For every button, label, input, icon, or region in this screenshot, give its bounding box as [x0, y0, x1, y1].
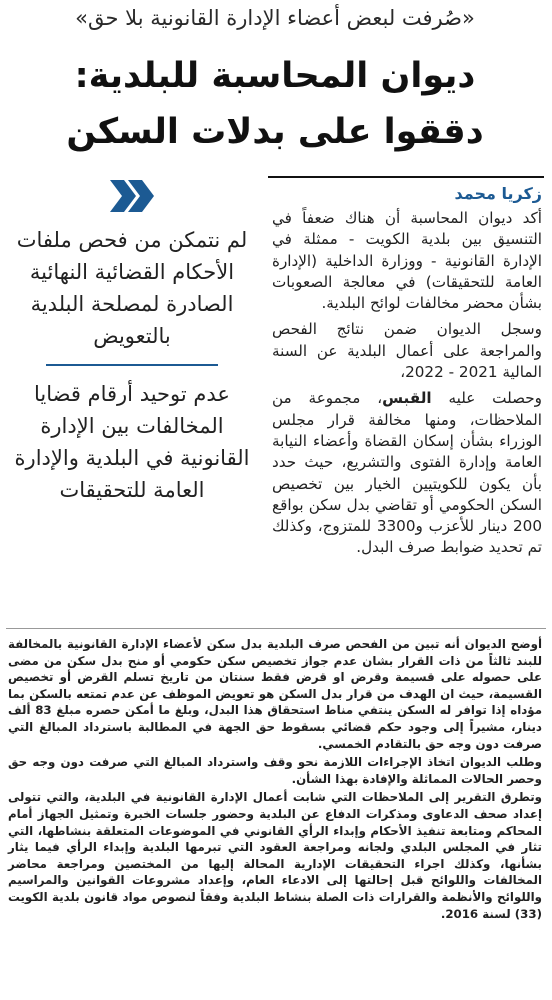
kicker: «صُرفت لبعض أعضاء الإدارة القانونية بلا حق»	[75, 6, 475, 30]
paragraph: وسجل الديوان ضمن نتائج الفحص والمراجعة على أعمال البلدية عن السنة المالية 2021 - 2022،	[272, 320, 542, 382]
paragraph: وتطرق التقرير إلى الملاحظات التي شابت أعمال الإدارة القانونية في البلدية، والتي تتولى إعداد صحف الدعاوى ومذكرات الدفاع عن البلدية وحضور جلسات الخبرة وتمثيل الجهاز أمام المحاكم ومتابعة تنفيذ الأحكام وإبداء الرأي القانوني في الموضوعات المتعلقة بنشاطها، التي تثار في المجلس البلدي ولجانه ومراجعة العقود التي تبرمها البلدية وإبداء الرأي فيما يثار بشأنها، وكذلك اجراء التحقيقات الإدارية المحالة إليها من المختصين ومراجعة محاضر المخالفات واللوائح قبل إحالتها إلى الادعاء العام، وإعداد مشروعات القوانين والمراسيم واللوائح والأنظمة والقرارات ذات الصلة بنشاط البلدية وفقاً لنصوص مواد قانون بلدية الكويت (33) لسنة 2016.	[8, 790, 542, 921]
section-divider	[6, 628, 546, 629]
byline: زكريا محمد	[454, 184, 542, 203]
paragraph-text: وحصلت عليه	[448, 389, 542, 408]
bottom-body	[8, 636, 542, 924]
pull-quote-divider	[46, 364, 218, 366]
headline-line-2: دققوا على بدلات السكن	[66, 112, 484, 152]
headline	[6, 48, 544, 160]
pull-quote-column	[6, 176, 258, 506]
pull-quote: لم نتمكن من فحص ملفات الأحكام القضائية النهائية الصادرة لمصلحة البلدية بالتعويض	[16, 228, 248, 348]
paragraph: أوضح الديوان أنه تبين من الفحص صرف البلدية بدل سكن لأعضاء الإدارة القانونية بالمخالفة للبند ثالثاً من ذات القرار بشان عدم جواز تخصيص سكن حكومي أو منح بدل سكن من مضى على حصوله على قسيمة وقرض او قرض فقط سنتان من تاريخ تسلم القرض أو تخصيص القسيمة، حيث ان الهدف من قرار بدل السكن هو تعويض الموظف عن عدم تمتعه بالسكن بما مؤداه إذا توافر له السكن ينتفي مناط استحقاق هذا البدل، وبلغ ما أمكن حصره مبلغ 83 ألف دينار، مشيراً إلى وجود حكم قضائي بسقوط حق الجهة في المطالبة باسترداد المبالغ التي صرفت دون وجه حق بالتقادم الخمسي.	[8, 637, 542, 751]
double-chevron-icon	[6, 176, 258, 216]
right-column	[272, 208, 542, 564]
paragraph: وطلب الديوان اتخاذ الإجراءات اللازمة نحو وقف واسترداد المبالغ التي صرفت دون وجه حق وحصر الحالات المماثلة والإفادة بهذا الشأن.	[8, 755, 542, 786]
byline-rule	[268, 176, 544, 178]
headline-line-1: ديوان المحاسبة للبلدية:	[74, 56, 476, 96]
paragraph-text: ، مجموعة من الملاحظات، ومنها مخالفة قرار مجلس الوزراء بشأن إسكان القضاة وأعضاء النيابة العامة وإدارة الفتوى والتشريع، حيث حدد بأن يكون للكويتيين الخيار بين تخصيص السكن الحكومي أو تقاضي بدل سكن بواقع 200 دينار للأعزب و3300 للمتزوج، وكذلك تم تحديد ضوابط صرف البدل.	[272, 389, 542, 557]
pull-quote: عدم توحيد أرقام قضايا المخالفات بين الإدارة القانونية في البلدية والإدارة العامة للتحقيقات	[14, 382, 250, 502]
paragraph	[272, 388, 542, 558]
paragraph: أكد ديوان المحاسبة أن هناك ضعفاً في التنسيق بين بلدية الكويت - ممثلة في الإدارة القانونية - ووزارة الداخلية (الإدارة العامة للتحقيقات) في معالجة الصعوبات بشأن محضر مخالفات لوائح البلدية.	[272, 209, 542, 313]
newspaper-name: القبس	[382, 389, 432, 408]
